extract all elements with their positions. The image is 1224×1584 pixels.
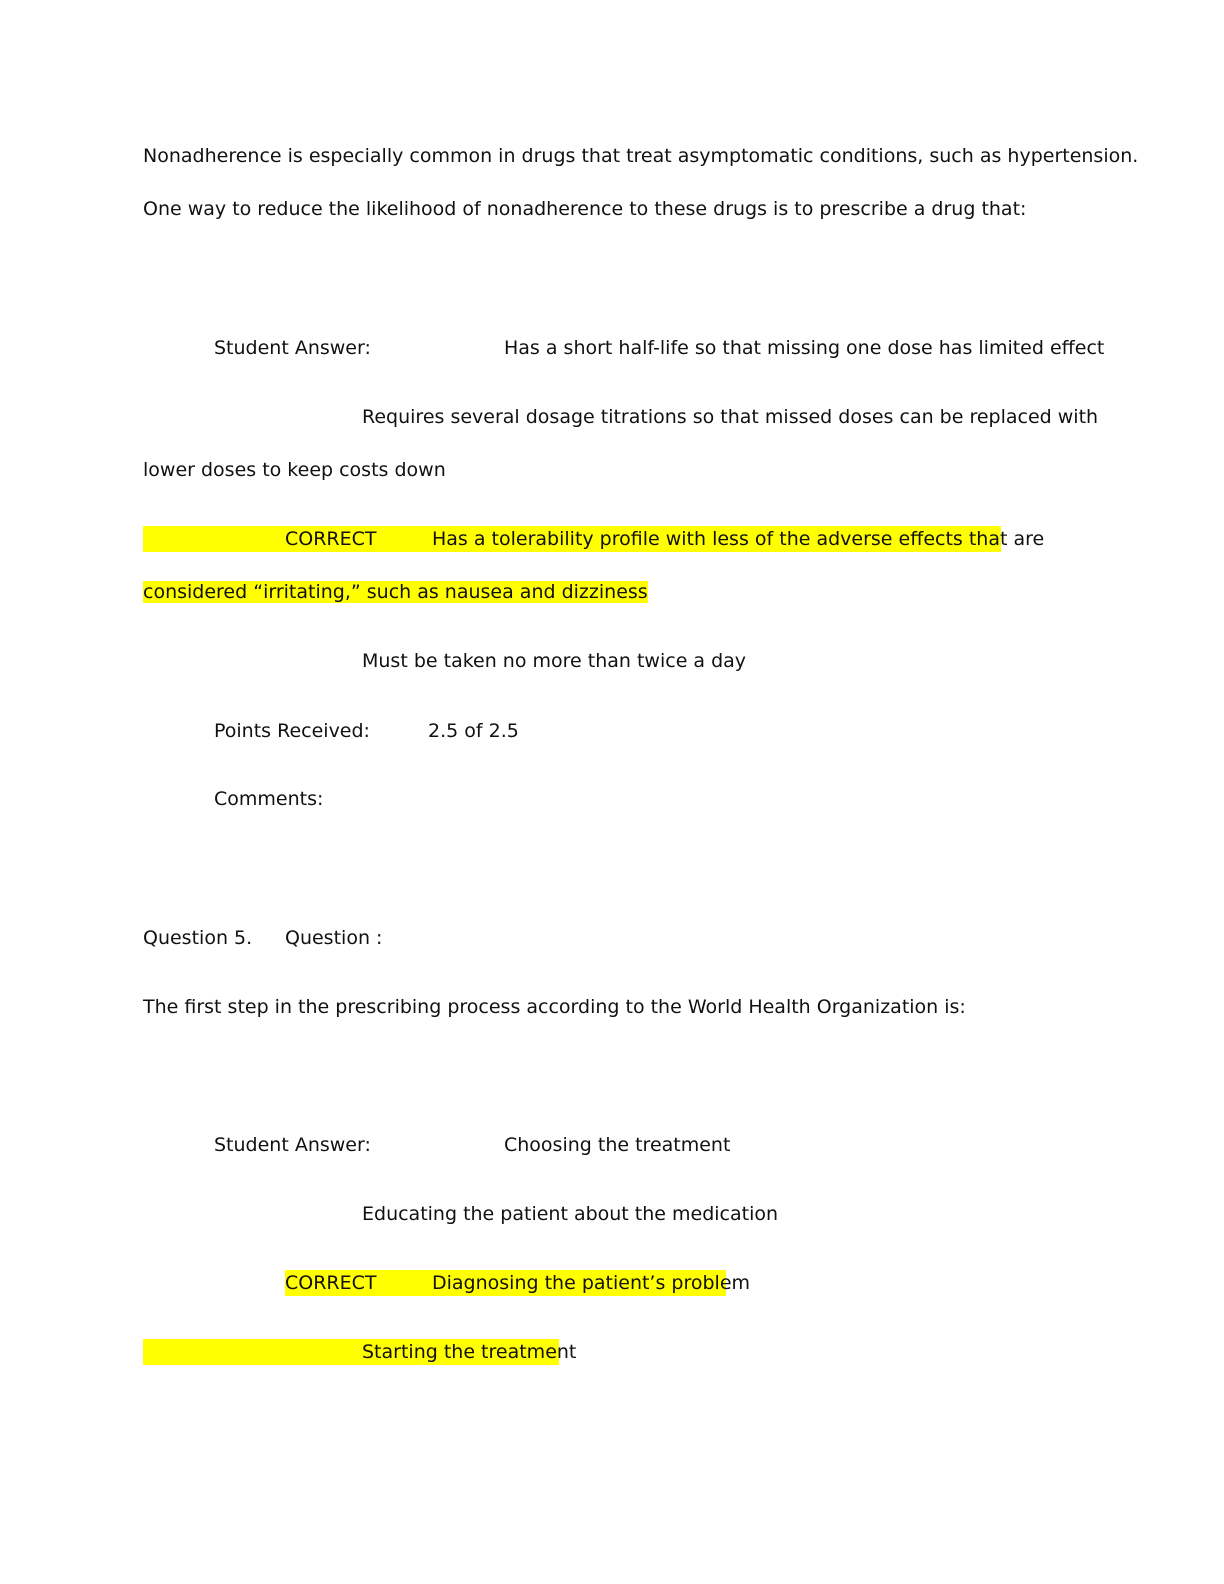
correct-answer-option: Has a tolerability profile with less of the adverse effects that are bbox=[432, 528, 1045, 550]
answer-option: Starting the treatment bbox=[362, 1341, 577, 1363]
answer-option: Educating the patient about the medication bbox=[362, 1203, 779, 1225]
points-received-value: 2.5 of 2.5 bbox=[428, 720, 519, 742]
correct-answer-option: Diagnosing the patient’s problem bbox=[432, 1272, 751, 1294]
correct-label: CORRECT bbox=[285, 1272, 377, 1294]
student-answer-label: Student Answer: bbox=[214, 1134, 371, 1156]
question-number: Question 5. bbox=[143, 927, 253, 949]
question-text-line-1: Nonadherence is especially common in drugs that treat asymptomatic conditions, such as hypertension. bbox=[143, 145, 1139, 167]
points-received-label: Points Received: bbox=[214, 720, 370, 742]
correct-answer-option-continuation bbox=[143, 579, 648, 605]
question-text: The first step in the prescribing process according to the World Health Organization is: bbox=[143, 996, 966, 1018]
answer-option: Requires several dosage titrations so that missed doses can be replaced with bbox=[362, 406, 1099, 428]
answer-option: Has a short half-life so that missing one dose has limited effect bbox=[504, 337, 1105, 359]
correct-answer-option-continuation-text: considered “irritating,” such as nausea and dizziness bbox=[143, 581, 648, 603]
comments-label: Comments: bbox=[214, 788, 324, 810]
question-text-line-2: One way to reduce the likelihood of nonadherence to these drugs is to prescribe a drug that: bbox=[143, 198, 1027, 220]
correct-label: CORRECT bbox=[285, 528, 377, 550]
answer-option: Choosing the treatment bbox=[504, 1134, 731, 1156]
answer-option-continuation: lower doses to keep costs down bbox=[143, 459, 446, 481]
student-answer-label: Student Answer: bbox=[214, 337, 371, 359]
answer-option: Must be taken no more than twice a day bbox=[362, 650, 747, 672]
question-label: Question : bbox=[285, 927, 383, 949]
